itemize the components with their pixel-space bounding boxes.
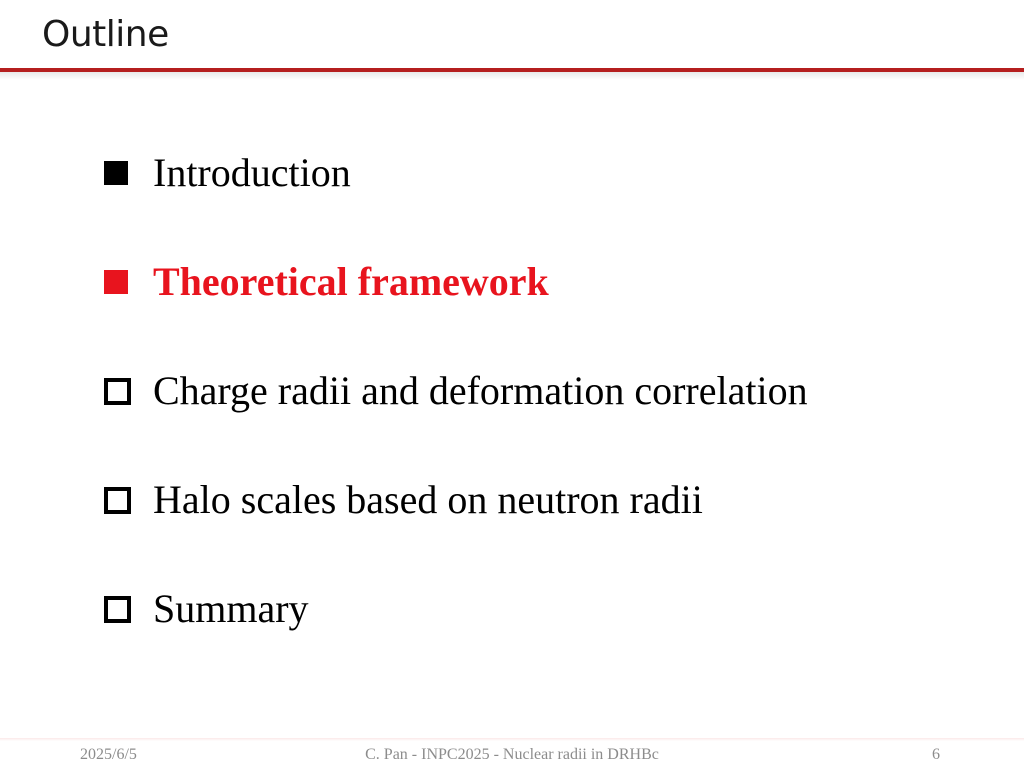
outline-item-label: Halo scales based on neutron radii (153, 476, 703, 522)
outline-item-charge-radii (104, 358, 808, 422)
outline-item-summary (104, 576, 808, 640)
footer-divider (0, 738, 1024, 741)
outline-item-label: Introduction (153, 149, 351, 195)
hollow-square-bullet-icon (104, 487, 131, 514)
slide-title: Outline (42, 14, 169, 55)
footer-page-number: 6 (932, 746, 940, 763)
filled-square-bullet-icon (104, 161, 128, 185)
hollow-square-bullet-icon (104, 378, 131, 405)
outline-item-label: Summary (153, 585, 309, 631)
outline-item-label: Theoretical framework (153, 258, 549, 304)
filled-square-bullet-icon (104, 270, 128, 294)
footer-date: 2025/6/5 (80, 746, 137, 763)
footer-presentation-info: C. Pan - INPC2025 - Nuclear radii in DRHBc (365, 746, 659, 763)
outline-item-theoretical-framework (104, 249, 808, 313)
outline-item-introduction (104, 140, 808, 204)
outline-item-halo-scales (104, 467, 808, 531)
outline-list (104, 140, 808, 685)
hollow-square-bullet-icon (104, 596, 131, 623)
title-divider-shadow (0, 72, 1024, 80)
outline-item-label: Charge radii and deformation correlation (153, 367, 808, 413)
